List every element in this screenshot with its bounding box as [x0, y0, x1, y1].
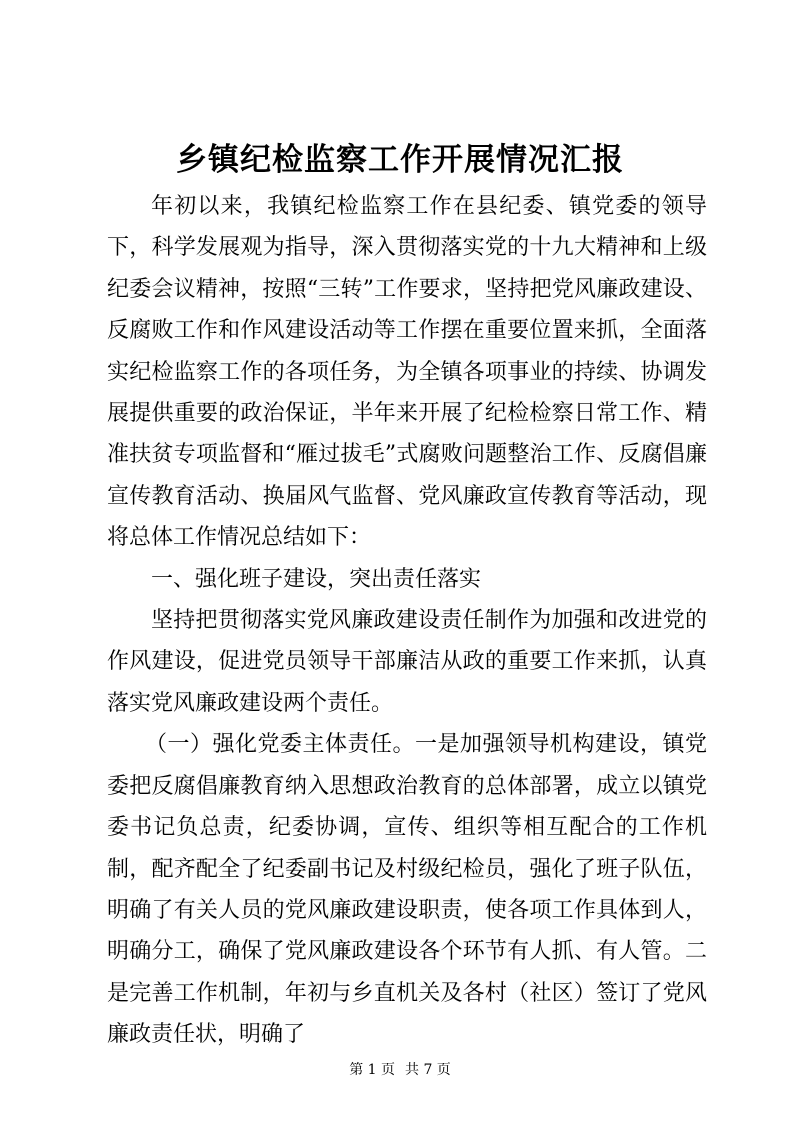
section-paragraph: 坚持把贯彻落实党风廉政建设责任制作为加强和改进党的作风建设，促进党员领导干部廉洁从政的重要工作来抓，认真落实党风廉政建设两个责任。	[107, 608, 707, 716]
page-footer	[0, 1060, 800, 1080]
section-heading: 一、强化班子建设，突出责任落实	[151, 566, 482, 592]
document-body	[107, 186, 707, 1056]
intro-paragraph: 年初以来，我镇纪检监察工作在县纪委、镇党委的领导下，科学发展观为指导，深入贯彻落实党的十九大精神和上级纪委会议精神，按照“三转”工作要求，坚持把党风廉政建设、反腐败工作和作风建设活动等工作摆在重要位置来抓，全面落实纪检监察工作的各项任务，为全镇各项事业的持续、协调发展提供重要的政治保证，半年来开展了纪检检察日常工作、精准扶贫专项监督和“雁过拔毛”式腐败问题整治工作、反腐倡廉宣传教育活动、换届风气监督、党风廉政宣传教育等活动，现将总体工作情况总结如下：	[107, 194, 707, 551]
page-number: 第 1 页	[349, 1062, 395, 1078]
item-paragraph: （一）强化党委主体责任。一是加强领导机构建设，镇党委把反腐倡廉教育纳入思想政治教育的总体部署，成立以镇党委书记负总责，纪委协调，宣传、组织等相互配合的工作机制，配齐配全了纪委副书记及村级纪检员，强化了班子队伍，明确了有关人员的党风廉政建设职责，使各项工作具体到人，明确分工，确保了党风廉政建设各个环节有人抓、有人管。二是完善工作机制，年初与乡直机关及各村（社区）签订了党风廉政责任状，明确了	[107, 732, 707, 1048]
page-total: 共 7 页	[405, 1062, 451, 1078]
document-title: 乡镇纪检监察工作开展情况汇报	[176, 142, 624, 178]
